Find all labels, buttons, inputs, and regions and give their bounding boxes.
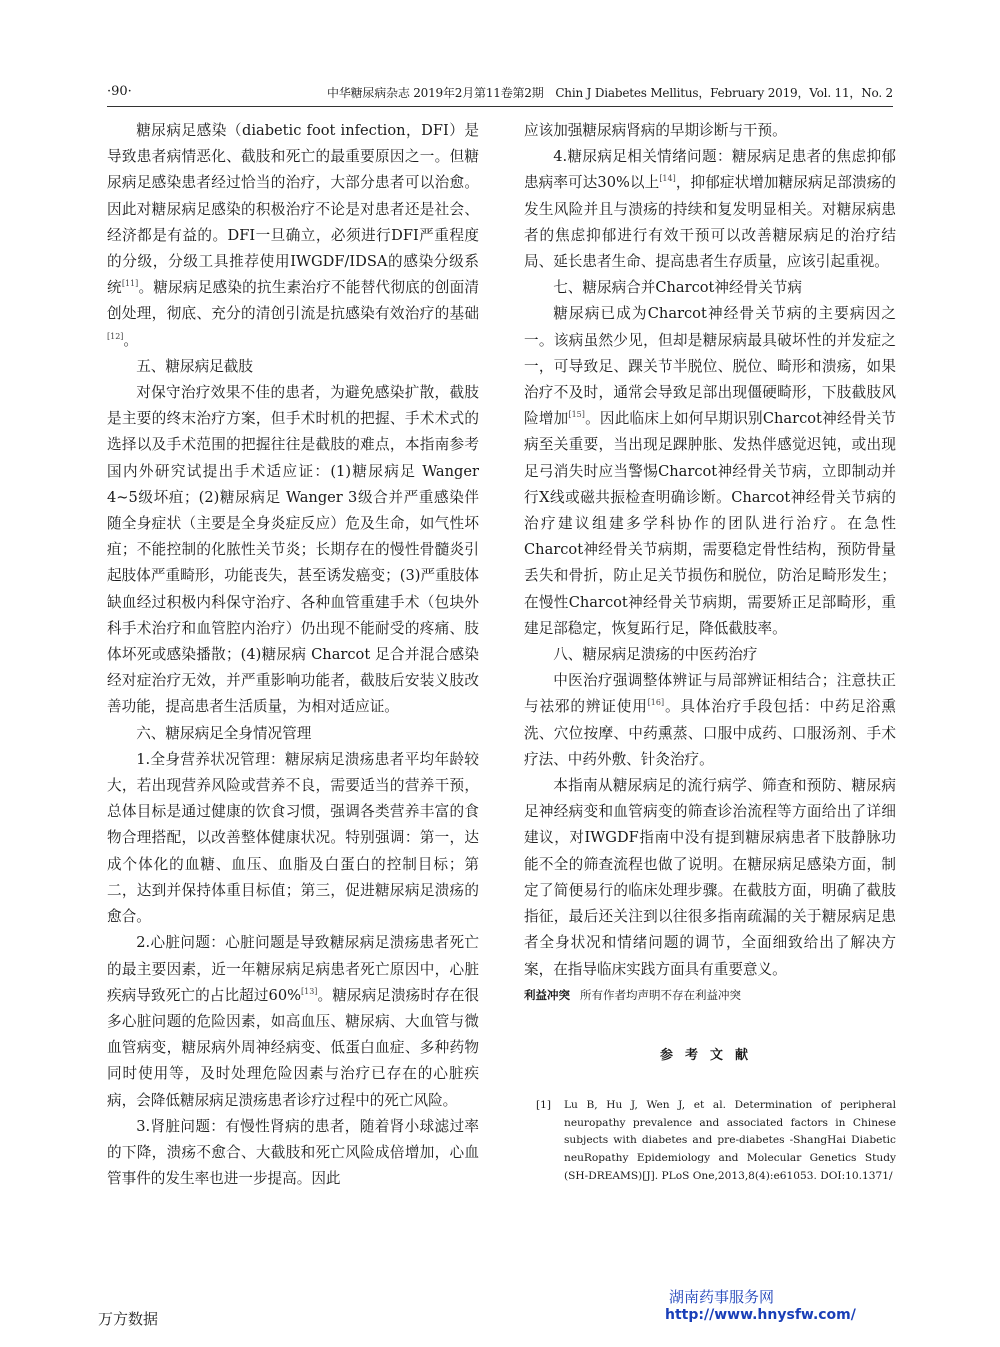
reference-number: [1] [536, 1098, 552, 1111]
section-heading-amputation: 五、糖尿病足截肢 [136, 357, 253, 375]
paragraph-summary: 本指南从糖尿病足的流行病学、筛查和预防、糖尿病足神经病变和血管病变的筛查诊治流程等方面给出了详细建议，对IWGDF指南中没有提到糖尿病患者下肢静脉功能不全的筛查流程也做了说明。在糖尿病足感染方面，制定了简便易行的临床处理步骤。在截肢方面，明确了截肢指征，最后还关注到以往很多指南疏漏的关于糖尿病足患者全身状况和情绪问题的调节，全面细致给出了解决方案，在指导临床实践方面具有重要意义。 [524, 777, 896, 978]
citation-14[interactable]: [14] [659, 174, 676, 184]
paragraph-charcot: 糖尿病已成为Charcot神经骨关节病的主要病因之一。该病虽然少见，但却是糖尿病最具破坏性的并发症之一，可导致足、踝关节半脱位、脱位、畸形和溃疡，如果治疗不及时，通常会导致足部出现僵硬畸形，下肢截肢风险增加[15]。因此临床上如何早期识别Charcot神经骨关节病至关重要，当出现足踝肿胀、发热伴感觉迟钝，或出现足弓消失时应当警惕Charcot神经骨关节病，立即制动并行X线或磁共振检查明确诊断。Charcot神经骨关节病的治疗建议组建多学科协作的团队进行治疗。在急性Charcot神经骨关节病期，需要稳定骨性结构，预防骨量丢失和骨折，防止足关节损伤和脱位，防治足畸形发生；在慢性Charcot神经骨关节病期，需要矫正足部畸形，重建足部稳定，恢复跖行足，降低截肢率。 [524, 305, 896, 637]
watermark [665, 1288, 856, 1324]
left-column [107, 118, 479, 1192]
citation-12[interactable]: [12] [107, 331, 124, 341]
journal-citation: 中华糖尿病杂志 2019年2月第11卷第2期 Chin J Diabetes Mellitus，February 2019，Vol. 11，No. 2 [327, 86, 893, 100]
right-column [524, 118, 896, 1185]
paragraph-renal-cont: 应该加强糖尿病肾病的早期诊断与干预。 [524, 122, 787, 139]
reference-text: Lu B, Hu J, Wen J, et al. Determination of peripheral neuropathy prevalence and associated factors in Chinese subjects with diabetes and pre-diabetes -ShangHai Diabetic neuRopathy Epidemiology and Molecular Genetics Study (SH-DREAMS)[J]. PLoS One,2013,8(4):e61053. DOI:10.1371/ [564, 1098, 896, 1182]
references-title: 参考文献 [659, 1047, 760, 1063]
wanfang-logo-text: 万方数据 [98, 1310, 159, 1328]
paragraph-emotion: 4.糖尿病足相关情绪问题：糖尿病足患者的焦虑抑郁患病率可达30%以上[14]，抑郁症状增加糖尿病足部溃疡的发生风险并且与溃疡的持续和复发明显相关。对糖尿病患者的焦虑抑郁进行有效干预可以改善糖尿病足的治疗结局、延长患者生命、提高患者生存质量，应该引起重视。 [524, 148, 896, 271]
paragraph-cardiac: 2.心脏问题：心脏问题是导致糖尿病足溃疡患者死亡的最主要因素，近一年糖尿病足病患者死亡原因中，心脏疾病导致死亡的占比超过60%[13]。糖尿病足溃疡时存在很多心脏问题的危险因素，如高血压、糖尿病、大血管与微血管病变，糖尿病外周神经病变、低蛋白血症、多种药物同时使用等，及时处理危险因素与治疗已存在的心脏疾病，会降低糖尿病足溃疡患者诊疗过程中的死亡风险。 [107, 934, 479, 1109]
citation-16[interactable]: [16] [647, 698, 665, 708]
conflict-of-interest [524, 985, 896, 1005]
reference-item [524, 1097, 896, 1186]
paragraph-tcm: 中医治疗强调整体辨证与局部辨证相结合；注意扶正与祛邪的辨证使用[16]。具体治疗手段包括：中药足浴熏洗、穴位按摩、中药熏蒸、口服中成药、口服汤剂、手术疗法、中药外敷、针灸治疗。 [524, 672, 896, 768]
conflict-label: 利益冲突 [524, 987, 570, 1002]
citation-13[interactable]: [13] [301, 986, 318, 996]
section-heading-systemic: 六、糖尿病足全身情况管理 [136, 724, 312, 742]
watermark-name: 湖南药事服务网 [669, 1288, 775, 1306]
citation-15[interactable]: [15] [568, 410, 585, 420]
paragraph-renal: 3.肾脏问题：有慢性肾病的患者，随着肾小球滤过率的下降，溃疡不愈合、大截肢和死亡风险成倍增加，心血管事件的发生率也进一步提高。因此 [107, 1117, 479, 1188]
citation-11[interactable]: [11] [121, 279, 139, 289]
section-heading-charcot: 七、糖尿病合并Charcot神经骨关节病 [553, 279, 802, 297]
section-heading-tcm: 八、糖尿病足溃疡的中医药治疗 [553, 646, 758, 664]
watermark-url[interactable]: http://www.hnysfw.com/ [665, 1307, 856, 1323]
page-number: ·90· [107, 84, 132, 99]
paragraph-amputation: 对保守治疗效果不佳的患者，为避免感染扩散，截肢是主要的终末治疗方案，但手术时机的把握、手术术式的选择以及手术范围的把握往往是截肢的难点，本指南参考国内外研究试提出手术适应证：(1)糖尿病足 Wanger 4~5级坏疽；(2)糖尿病足 Wanger 3级合并严重感染伴随全身症状（主要是全身炎症反应）危及生命，如气性坏疽；不能控制的化脓性关节炎；长期存在的慢性骨髓炎引起肢体严重畸形，功能丧失，甚至诱发癌变；(3)严重肢体缺血经过积极内科保守治疗、各种血管重建手术（包块外科手术治疗和血管腔内治疗）仍出现不能耐受的疼痛、肢体坏死或感染播散；(4)糖尿病 Charcot 足合并混合感染经对症治疗无效，并严重影响功能者，截肢后安装义肢改善功能，提高患者生活质量，为相对适应证。 [107, 384, 479, 716]
conflict-text: 所有作者均声明不存在利益冲突 [580, 987, 741, 1002]
paragraph-nutrition: 1.全身营养状况管理：糖尿病足溃疡患者平均年龄较大，若出现营养风险或营养不良，需要适当的营养干预，总体目标是通过健康的饮食习惯，强调各类营养丰富的食物合理搭配，以改善整体健康状况。特别强调：第一，达成个体化的血糖、血压、血脂及白蛋白的控制目标；第二，达到并保持体重目标值；第三，促进糖尿病足溃疡的愈合。 [107, 750, 479, 926]
paragraph-dfi: 糖尿病足感染（diabetic foot infection，DFI）是导致患者病情恶化、截肢和死亡的最重要原因之一。但糖尿病足感染患者经过恰当的治疗，大部分患者可以治愈。因此对糖尿病足感染的积极治疗不论是对患者还是社会、经济都是有益的。DFI一旦确立，必须进行DFI严重程度的分级，分级工具推荐使用IWGDF/IDSA的感染分级系统[11]。糖尿病足感染的抗生素治疗不能替代彻底的创面清创处理，彻底、充分的清创引流是抗感染有效治疗的基础[12]。 [107, 122, 479, 349]
running-header [107, 84, 893, 107]
